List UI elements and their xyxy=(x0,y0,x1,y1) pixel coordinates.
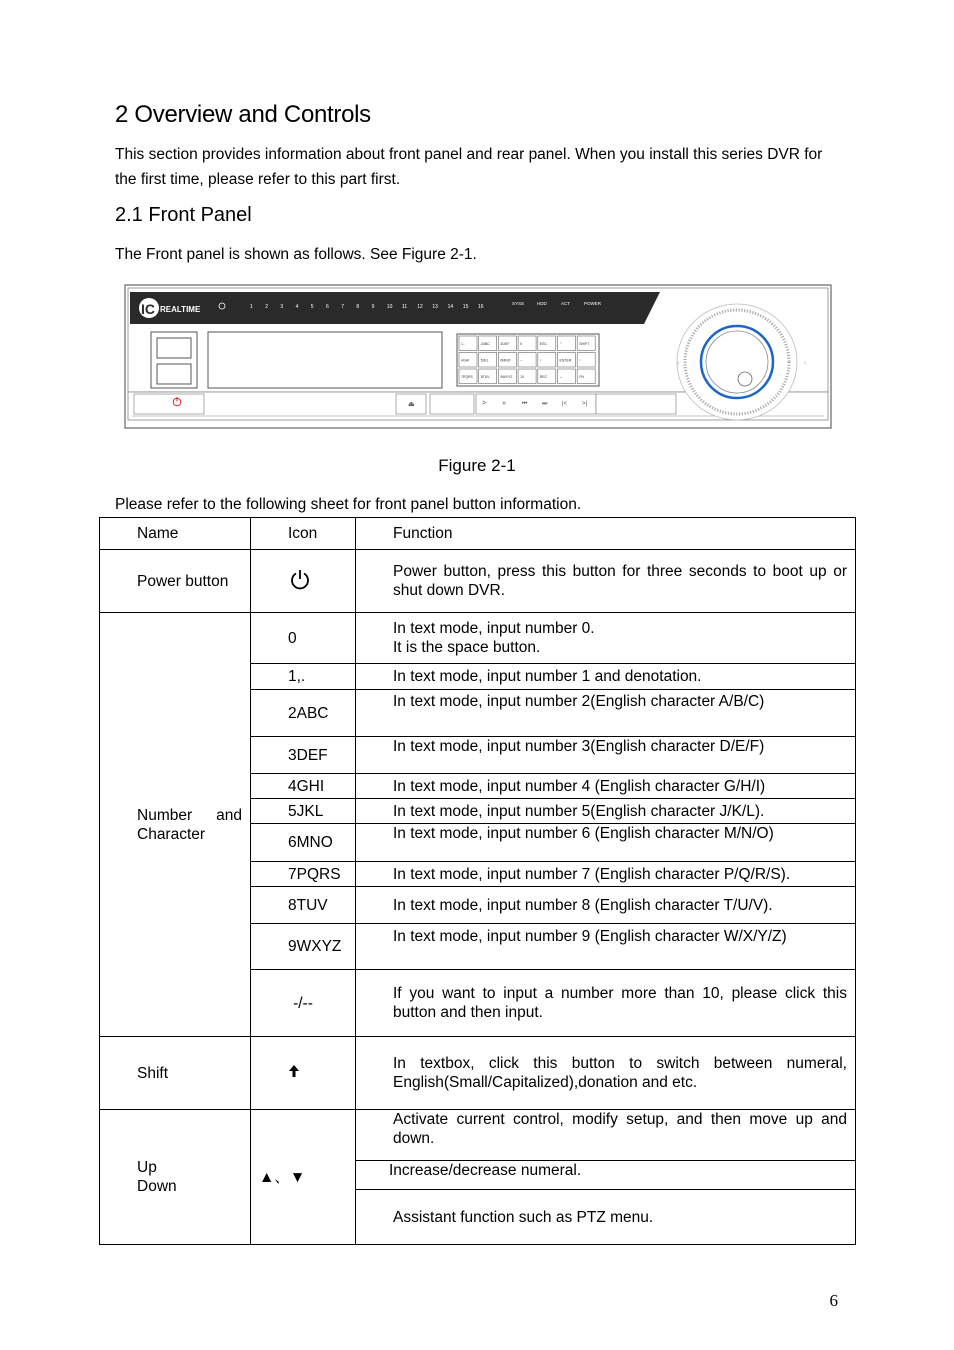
table-row xyxy=(100,613,856,664)
shift-function: In textbox, click this button to switch between numeral, English(Small/Capitalized),donation and etc. xyxy=(356,1037,856,1110)
function-3: In text mode, input number 3(English character D/E/F) xyxy=(356,737,856,774)
page-number: 6 xyxy=(829,1291,838,1310)
front-panel-button-table xyxy=(99,517,856,1245)
svg-text:IC: IC xyxy=(141,301,155,317)
channel-indicator: 9 xyxy=(371,304,375,310)
keypad-key-label: 1,. xyxy=(461,342,465,346)
keypad-key-label: 6MNO xyxy=(500,358,511,363)
keypad-key-label: › xyxy=(579,358,581,363)
updown-function-2: Increase/decrease numeral. xyxy=(356,1161,856,1190)
keypad-key-label: FN xyxy=(579,375,584,379)
icon-5: 5JKL xyxy=(251,799,356,824)
icon-9: 9WXYZ xyxy=(251,924,356,970)
channel-indicator: 12 xyxy=(417,304,423,310)
panel-button-frame xyxy=(430,394,474,414)
channel-indicator: 15 xyxy=(462,304,469,310)
keypad-key-label: ⌄ xyxy=(559,375,563,379)
channel-indicator: 3 xyxy=(280,304,284,310)
up-down-arrow-icon: ▲、▼ xyxy=(251,1110,356,1245)
status-indicator: POWER xyxy=(584,301,602,306)
power-icon xyxy=(289,568,311,590)
header-name: Name xyxy=(100,518,251,550)
header-function: Function xyxy=(356,518,856,550)
icon-1: 1,. xyxy=(251,664,356,690)
svg-text:»: » xyxy=(502,400,506,407)
dvr-front-panel-figure xyxy=(124,284,832,429)
keypad-key-label: 5JKL xyxy=(480,358,489,363)
status-indicator: ACT xyxy=(561,301,570,306)
icon-0: 0 xyxy=(251,613,356,664)
function-0-space: It is the space button. xyxy=(393,639,541,656)
keypad-key-label: 9WXYZ xyxy=(500,375,513,379)
status-indicator: SYSS xyxy=(512,301,525,306)
keypad-key-label: 10 xyxy=(520,375,525,379)
svg-text:>|: >| xyxy=(582,401,588,407)
table-row xyxy=(100,1037,856,1110)
channel-indicator: 10 xyxy=(386,304,393,310)
channel-indicator: 1 xyxy=(250,304,253,310)
function-6: In text mode, input number 6 (English character M/N/O) xyxy=(356,824,856,862)
keypad-key-label: ‹ xyxy=(539,358,541,363)
table-row xyxy=(100,1110,856,1161)
icon-2: 2ABC xyxy=(251,690,356,737)
channel-indicator: 13 xyxy=(432,304,438,310)
shift-arrow-icon xyxy=(288,1064,300,1078)
table-header-row xyxy=(100,518,856,550)
header-icon: Icon xyxy=(251,518,356,550)
svg-text:‹: ‹ xyxy=(677,360,680,367)
status-indicator: HDD xyxy=(537,301,547,306)
figure-caption: Figure 2-1 xyxy=(438,456,516,475)
channel-indicator: 6 xyxy=(326,304,329,310)
keypad-key-label: ⌃ xyxy=(559,342,563,346)
icon-8: 8TUV xyxy=(251,887,356,924)
svg-text:>: > xyxy=(482,400,487,407)
keypad-key-label: 0 xyxy=(520,342,523,346)
channel-indicator: 8 xyxy=(356,304,360,310)
function-9: In text mode, input number 9 (English character W/X/Y/Z) xyxy=(356,924,856,970)
svg-text:|<: |< xyxy=(562,401,568,407)
channel-indicator: 11 xyxy=(402,304,408,310)
icon-3: 3DEF xyxy=(251,737,356,774)
function-0: In text mode, input number 0. xyxy=(393,620,595,637)
channel-indicator: 5 xyxy=(310,304,314,310)
svg-text:REALTIME: REALTIME xyxy=(160,305,201,314)
updown-function-1: Activate current control, modify setup, and then move up and down. xyxy=(356,1110,856,1161)
keypad-key-label: ENTER xyxy=(559,358,572,363)
function-2: In text mode, input number 2(English character A/B/C) xyxy=(356,690,856,737)
panel-button-frame xyxy=(476,394,596,414)
keypad-key-label: 4GHI xyxy=(461,358,470,363)
icon-6: 6MNO xyxy=(251,824,356,862)
channel-indicator: 16 xyxy=(478,304,484,310)
svg-text:›: › xyxy=(804,360,807,367)
svg-text:⏮: ⏮ xyxy=(522,401,528,407)
svg-text:⏭: ⏭ xyxy=(542,401,548,407)
page-title: 2 Overview and Controls xyxy=(115,101,371,128)
keypad-key-label: 7PQRS xyxy=(461,375,473,379)
channel-indicator: 2 xyxy=(265,304,268,310)
table-row xyxy=(100,550,856,613)
power-name: Power button xyxy=(100,550,251,613)
channel-indicator: 7 xyxy=(341,304,344,310)
svg-text:⏏: ⏏ xyxy=(408,401,415,408)
panel-button-frame xyxy=(134,394,204,414)
icon-7: 7PQRS xyxy=(251,862,356,887)
power-function: Power button, press this button for three seconds to boot up or shut down DVR. xyxy=(356,550,856,613)
intro-paragraph: This section provides information about front panel and rear panel. When you install this series DVR for the first time, please refer to this part first. xyxy=(115,146,823,188)
function-1: In text mode, input number 1 and denotation. xyxy=(356,664,856,690)
front-panel-text: The Front panel is shown as follows. See Figure 2-1. xyxy=(115,246,477,263)
channel-indicator: 14 xyxy=(447,304,454,310)
function-5: In text mode, input number 5(English character J/K/L). xyxy=(356,799,856,824)
keypad-key-label: ESC xyxy=(539,342,548,346)
channel-indicator: 4 xyxy=(295,304,299,310)
keypad-key-label: -- xyxy=(520,358,523,363)
keypad-key-label: SHIFT xyxy=(579,342,590,346)
function-7: In text mode, input number 7 (English character P/Q/R/S). xyxy=(356,862,856,887)
keypad-key-label: REC xyxy=(539,375,548,379)
panel-button-frame xyxy=(596,394,676,414)
down-name: Down xyxy=(137,1178,177,1195)
icon-dash: -/-- xyxy=(251,970,356,1037)
keypad-key-label: 3DEF xyxy=(500,342,510,346)
keypad-key-label: 2ABC xyxy=(480,342,490,346)
function-4: In text mode, input number 4 (English character G/H/I) xyxy=(356,774,856,799)
sheet-intro: Please refer to the following sheet for front panel button information. xyxy=(115,496,582,513)
function-8: In text mode, input number 8 (English character T/U/V). xyxy=(356,887,856,924)
up-name: Up xyxy=(137,1159,157,1176)
updown-function-3: Assistant function such as PTZ menu. xyxy=(356,1190,856,1245)
number-character-name: Number and Character xyxy=(100,613,251,1037)
function-dash: If you want to input a number more than 10, please click this button and then input. xyxy=(356,970,856,1037)
icon-4: 4GHI xyxy=(251,774,356,799)
keypad-key-label: 8TUV xyxy=(480,375,490,379)
shift-name: Shift xyxy=(100,1037,251,1110)
section-title: 2.1 Front Panel xyxy=(115,204,252,226)
